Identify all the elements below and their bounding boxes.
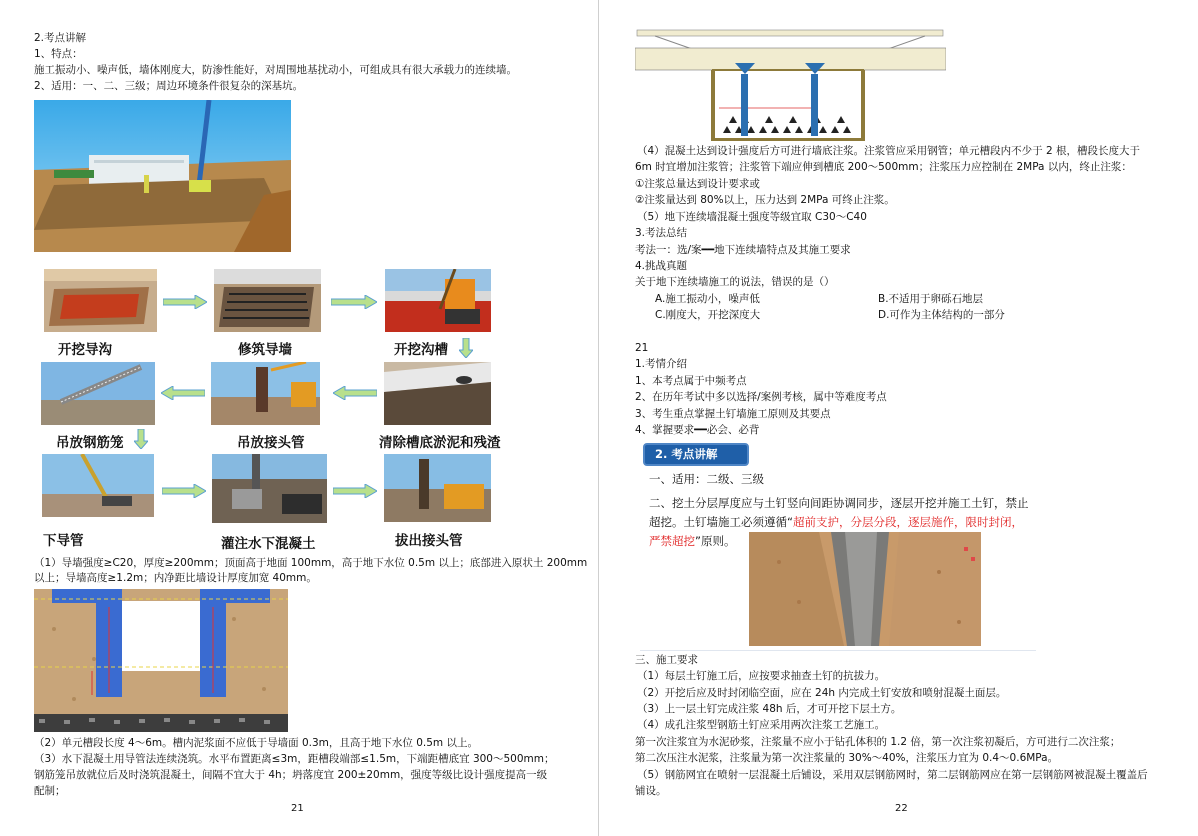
option-c: C.刚度大，开挖深度大 [655, 309, 761, 321]
note-guide-wall-2: 以上；导墙高度≥1.2m；内净距比墙设计厚度加宽 40mm。 [34, 572, 317, 584]
step-caption: 开挖沟槽 [394, 342, 448, 358]
scope-text: 2、适用：一、二、三级；周边环境条件很复杂的深基坑。 [34, 80, 304, 92]
note-trench-length: （2）单元槽段长度 4～6m。槽内泥浆面不应低于导墙面 0.3m，且高于地下水位 0.5m 以上。 [34, 737, 478, 749]
rule-text-1: 二、挖土分层厚度应与土钉竖向间距协调同步，逐层开挖并施工土钉，禁止 [649, 496, 1029, 510]
note-concrete-3: 配制； [34, 785, 66, 797]
concrete-grade: （5）地下连续墙混凝土强度等级宜取 C30～C40 [637, 211, 867, 223]
page-divider [598, 0, 599, 836]
intro-item: 4、掌握要求━━必会、必背 [635, 424, 760, 436]
note-guide-wall-1: （1）导墙强度≥C20，厚度≥200mm；顶面高于地面 100mm，高于地下水位 0.5m 以上；底部进入原状土 200mm [34, 557, 588, 569]
rule-text-3: 严禁超挖”原则。 [649, 534, 736, 548]
arrow-left-icon [161, 386, 205, 400]
page-number: 22 [895, 803, 908, 814]
requirement-item: （1）每层土钉施工后，应按要求抽查土钉的抗拔力。 [637, 670, 886, 682]
step-caption: 修筑导墙 [238, 342, 292, 358]
grouting-text-1: （4）混凝土达到设计强度后方可进行墙底注浆。注浆管应采用钢管；单元槽段内不少于 2 根，槽段长度大于 [637, 145, 1141, 157]
step-caption: 清除槽底淤泥和残渣 [379, 435, 501, 451]
requirement-item: 铺设。 [635, 785, 667, 797]
intro-item: 1、本考点属于中频考点 [635, 375, 747, 387]
option-a: A.施工振动小，噪声低 [655, 293, 760, 305]
section-rule [640, 650, 1036, 651]
step-photo-excavate [385, 269, 491, 332]
step-photo-tremie [42, 454, 154, 517]
features-label: 1、特点： [34, 48, 83, 60]
requirement-detail: 第一次注浆宜为水泥砂浆，注浆量不应小于钻孔体积的 1.2 倍，第一次注浆初凝后，方可进行二次注浆； [635, 736, 1121, 748]
section-badge: 2. 考点讲解 [643, 443, 749, 466]
step-photo-extract-pipe [384, 454, 491, 522]
step-caption: 下导管 [43, 533, 84, 549]
option-d: D.可作为主体结构的一部分 [878, 309, 1005, 321]
arrow-down-icon [459, 338, 473, 358]
intro-heading: 1.考情介绍 [635, 358, 688, 370]
note-concrete-1: （3）水下混凝土用导管法连续浇筑。水平布置距离≤3m，距槽段端部≤1.5m，下端距槽底宜 300～500mm； [34, 753, 555, 765]
step-caption: 开挖导沟 [58, 342, 112, 358]
requirement-item: （4）成孔注浆型钢筋土钉应采用两次注浆工艺施工。 [637, 719, 886, 731]
step-photo-pour-concrete [212, 454, 327, 523]
note-concrete-2: 钢筋笼吊放就位后及时浇筑混凝土，间隔不宜大于 4h；坍落度宜 200±20mm，强度等级比设计强度提高一级 [34, 769, 548, 781]
summary-heading: 3.考法总结 [635, 227, 688, 239]
features-text: 施工振动小、噪声低，墙体刚度大，防渗性能好，对周围地基扰动小，可组成具有很大承载力的连续墙。 [34, 64, 517, 76]
soil-nail-photo [749, 532, 981, 646]
step-photo-joint-pipe [211, 362, 320, 425]
step-caption: 吊放钢筋笼 [56, 435, 124, 451]
arrow-right-icon [331, 295, 377, 309]
question-text: 关于地下连续墙施工的说法，错误的是（） [635, 276, 835, 288]
step-photo-rebar-cage [41, 362, 155, 425]
grouting-cond-2: ②注浆量达到 80%以上，压力达到 2MPa 可终止注浆。 [635, 194, 895, 206]
step-photo-trench [44, 269, 157, 332]
method-text: 考法一：选/案━━地下连续墙特点及其施工要求 [635, 244, 851, 256]
guide-wall-section-diagram [34, 589, 288, 732]
step-photo-guide-wall [214, 269, 321, 332]
grouting-text-2: 6m 时宜增加注浆管；注浆管下端应伸到槽底 200～500mm；注浆压力应控制在 2MPa 以内，终止注浆： [635, 161, 1132, 173]
intro-item: 3、考生重点掌握土钉墙施工原则及其要点 [635, 408, 831, 420]
arrow-left-icon [333, 386, 377, 400]
arrow-right-icon [162, 484, 206, 498]
requirements-heading: 三、施工要求 [635, 654, 698, 666]
arrow-right-icon [163, 295, 207, 309]
challenge-heading: 4.挑战真题 [635, 260, 688, 272]
requirement-item: （2）开挖后应及时封闭临空面，应在 24h 内完成土钉安放和喷射混凝土面层。 [637, 687, 1007, 699]
arrow-down-icon [134, 429, 148, 449]
page-number: 21 [291, 803, 304, 814]
step-caption: 吊放接头管 [237, 435, 305, 451]
option-b: B.不适用于卵砾石地层 [878, 293, 984, 305]
arrow-right-icon [333, 484, 377, 498]
rule-text-2: 超挖。土钉墙施工必须遵循“超前支护，分层分段，逐层施作，限时封闭， [649, 515, 1023, 529]
step-caption: 拔出接头管 [395, 533, 463, 549]
grouting-pipe-diagram [635, 28, 946, 141]
topic-number: 21 [635, 342, 649, 354]
grouting-cond-1: ①注浆总量达到设计要求或 [635, 178, 760, 190]
section-heading: 2.考点讲解 [34, 32, 87, 44]
requirement-item: （3）上一层土钉完成注浆 48h 后，才可开挖下层土方。 [637, 703, 902, 715]
step-photo-clean-trench [384, 362, 491, 425]
apply-text: 一、适用：二级、三级 [649, 472, 764, 486]
intro-item: 2、在历年考试中多以选择/案例考核，属中等难度考点 [635, 391, 887, 403]
step-caption: 灌注水下混凝土 [221, 536, 316, 552]
construction-site-photo [34, 100, 291, 252]
requirement-item: （5）钢筋网宜在喷射一层混凝土后铺设，采用双层钢筋网时，第二层钢筋网应在第一层钢筋网被混凝土覆盖后 [637, 769, 1148, 781]
requirement-detail: 第二次压注水泥浆，注浆量为第一次注浆量的 30%～40%，注浆压力宜为 0.4～0.6MPa。 [635, 752, 1059, 764]
